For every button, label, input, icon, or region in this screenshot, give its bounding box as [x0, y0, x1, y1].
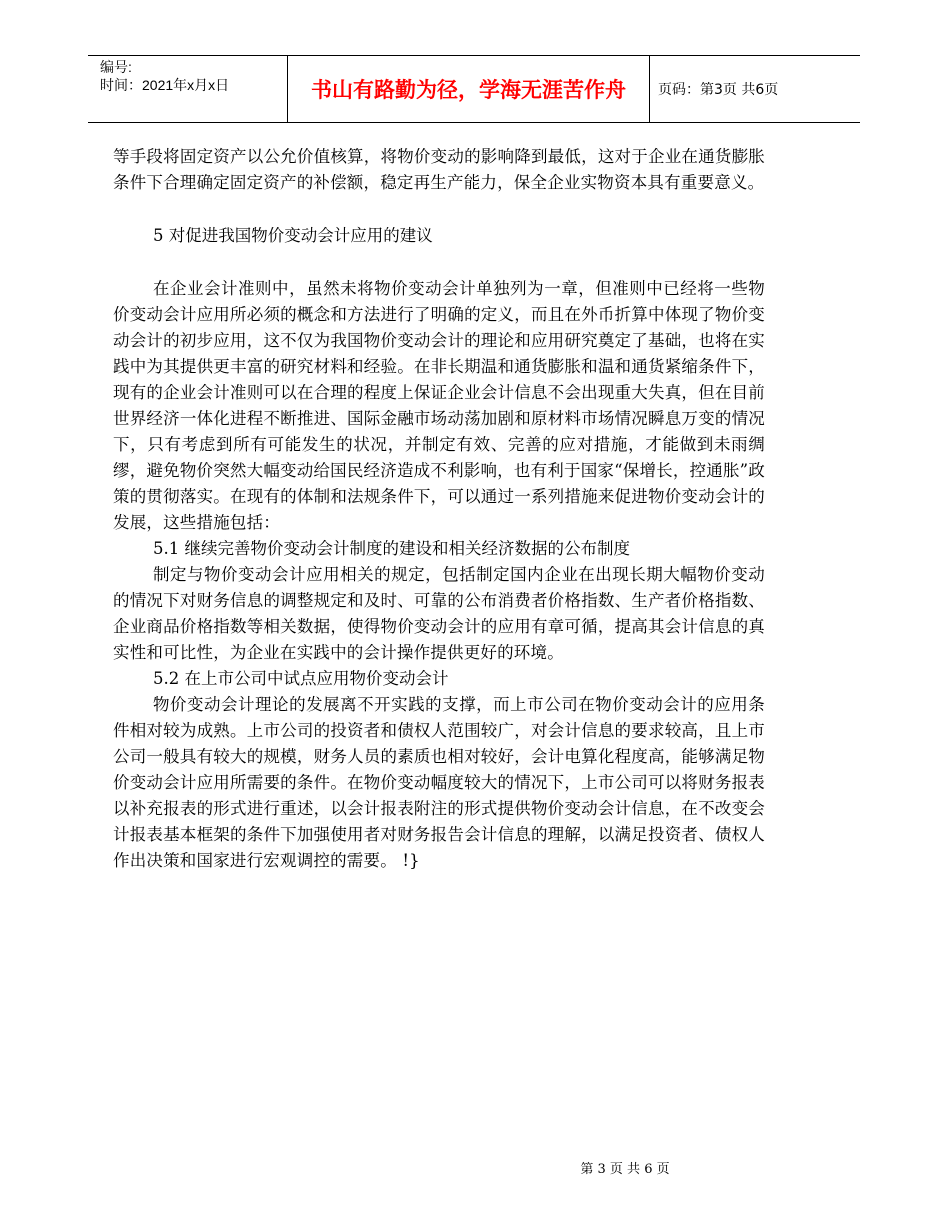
section-heading-5-1: 5.1 继续完善物价变动会计制度的建设和相关经济数据的公布制度 — [153, 539, 630, 558]
paragraph-3: 制定与物价变动会计应用相关的规定，包括制定国内企业在出现长期大幅物价变动的情况下对财务信息的调整规定和及时、可靠的公布消费者价格指数、生产者价格指数、企业商品价格指数等相关数据，使得物价变动会计的应用有章可循，提高其会计信息的真实性和可比性，为企业在实践中的会计操作提供更好的环境。 — [113, 565, 765, 662]
paragraph-1: 等手段将固定资产以公允价值核算，将物价变动的影响降到最低，这对于企业在通货膨胀条件下合理确定固定资产的补偿额，稳定再生产能力，保全企业实物资本具有重要意义。 — [113, 147, 765, 192]
footer-page-number: 第 3 页 共 6 页 — [580, 1162, 670, 1177]
header-page-info: 页码：第3页 共6页 — [658, 82, 779, 98]
paragraph-4: 物价变动会计理论的发展离不开实践的支撑，而上市公司在物价变动会计的应用条件相对较为成熟。上市公司的投资者和债权人范围较广，对会计信息的要求较高，且上市公司一般具有较大的规模，财务人员的素质也相对较好，会计电算化程度高，能够满足物价变动会计应用所需要的条件。在物价变动幅度较大的情况下，上市公司可以将财务报表以补充报表的形式进行重述，以会计报表附注的形式提供物价变动会计信息，在不改变会计报表基本框架的条件下加强使用者对财务报告会计信息的理解，以满足投资者、债权人作出决策和国家进行宏观调控的需要。 !} — [113, 695, 765, 870]
header-motto: 书山有路勤为径，学海无涯苦作舟 — [288, 56, 650, 122]
section-heading-5: 5 对促进我国物价变动会计应用的建议 — [153, 226, 433, 245]
header-meta — [88, 56, 288, 122]
page-footer — [0, 1158, 950, 1177]
section-heading-5-2: 5.2 在上市公司中试点应用物价变动会计 — [153, 669, 449, 688]
number-label: 编号: — [100, 59, 132, 75]
body-content — [113, 144, 765, 874]
paragraph-2: 在企业会计准则中，虽然未将物价变动会计单独列为一章，但准则中已经将一些物价变动会计应用所必须的概念和方法进行了明确的定义，而且在外币折算中体现了物价变动会计的初步应用，这不仅为我国物价变动会计的理论和应用研究奠定了基础，也将在实践中为其提供更丰富的研究材料和经验。在非长期温和通货膨胀和温和通货紧缩条件下，现有的企业会计准则可以在合理的程度上保证企业会计信息不会出现重大失真，但在目前世界经济一体化进程不断推进、国际金融市场动荡加剧和原材料市场情况瞬息万变的情况下，只有考虑到所有可能发生的状况，并制定有效、完善的应对措施，才能做到未雨绸缪，避免物价突然大幅变动给国民经济造成不利影响，也有利于国家“保增长，控通胀”政策的贯彻落实。在现有的体制和法规条件下，可以通过一系列措施来促进物价变动会计的发展，这些措施包括： — [113, 279, 765, 532]
page-header — [88, 55, 860, 123]
time-label: 时间：2021年x月x日 — [100, 77, 230, 93]
